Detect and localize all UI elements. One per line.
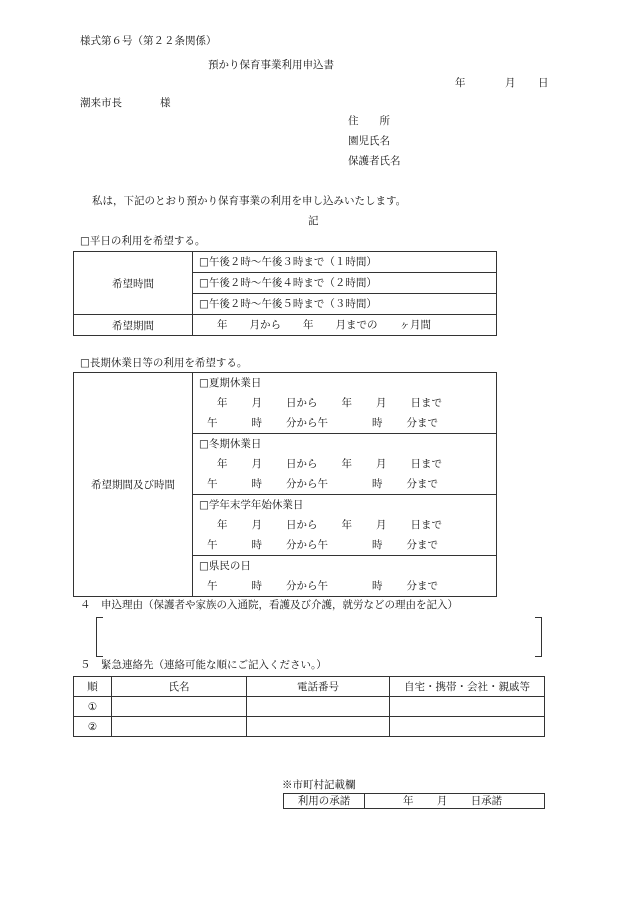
contact-row-2-name[interactable]	[112, 717, 247, 737]
office-table	[283, 793, 545, 809]
holiday-label: 希望期間及び時間	[74, 373, 193, 597]
weekday-option-1[interactable]: □午後２時～午後３時まで（１時間）	[199, 256, 377, 268]
holiday-block-4-times[interactable]: 午 時 分から午 時 分まで	[207, 580, 438, 592]
period-label: 希望期間	[74, 315, 193, 336]
contact-row-1-order: ①	[74, 697, 112, 717]
contact-row-1-phone[interactable]	[247, 697, 390, 717]
holiday-block-1-dates[interactable]: 年 月 日から 年 月 日まで	[217, 397, 442, 409]
holiday-table	[73, 372, 497, 597]
date-day: 日	[538, 77, 549, 89]
office-heading: ※市町村記載欄	[282, 779, 356, 791]
contact-header-phone: 電話番号	[247, 677, 390, 697]
ki-mark: 記	[308, 215, 319, 227]
weekday-option-2[interactable]: □午後２時～午後４時まで（２時間）	[199, 277, 377, 289]
weekday-table	[73, 251, 497, 336]
holiday-block-3-dates[interactable]: 年 月 日から 年 月 日まで	[217, 519, 442, 531]
contact-heading: ５ 緊急連絡先（連絡可能な順にご記入ください。）	[80, 659, 327, 671]
reason-input-area[interactable]	[96, 617, 542, 657]
holiday-block-2-times[interactable]: 午 時 分から午 時 分まで	[207, 478, 438, 490]
applicant-address-label: 住 所	[348, 115, 390, 127]
holiday-block-1-times[interactable]: 午 時 分から午 時 分まで	[207, 417, 438, 429]
holiday-block-2-name[interactable]: □冬期休業日	[199, 438, 262, 450]
approval-date[interactable]: 年 月 日承諾	[365, 794, 545, 809]
reason-heading: ４ 申込理由（保護者や家族の入通院，看護及び介護，就労などの理由を記入）	[80, 599, 458, 611]
period-row[interactable]: 年 月から 年 月までの ヶ月間	[217, 319, 431, 331]
contact-header-name: 氏名	[112, 677, 247, 697]
contact-table	[73, 676, 545, 737]
applicant-child-label: 園児氏名	[348, 135, 390, 147]
contact-row-2-order: ②	[74, 717, 112, 737]
holiday-block-1-name[interactable]: □夏期休業日	[199, 377, 262, 389]
weekday-option-3[interactable]: □午後２時～午後５時まで（３時間）	[199, 298, 377, 310]
applicant-guardian-label: 保護者氏名	[348, 155, 401, 167]
contact-row-1-type[interactable]	[390, 697, 545, 717]
date-year: 年	[455, 77, 466, 89]
contact-row-2-phone[interactable]	[247, 717, 390, 737]
contact-header-order: 順	[74, 677, 112, 697]
intro-text: 私は，下記のとおり預かり保育事業の利用を申し込みいたします。	[92, 195, 407, 207]
right-bracket	[535, 617, 542, 657]
date-month: 月	[505, 77, 516, 89]
contact-row-1-name[interactable]	[112, 697, 247, 717]
holiday-block-3-name[interactable]: □学年末学年始休業日	[199, 499, 304, 511]
approval-label: 利用の承諾	[284, 794, 365, 809]
time-label: 希望時間	[74, 252, 193, 315]
contact-row-2-type[interactable]	[390, 717, 545, 737]
addressee-sama: 様	[160, 97, 171, 109]
holiday-block-3-times[interactable]: 午 時 分から午 時 分まで	[207, 539, 438, 551]
contact-header-type: 自宅・携帯・会社・親戚等	[390, 677, 545, 697]
holiday-block-2-dates[interactable]: 年 月 日から 年 月 日まで	[217, 458, 442, 470]
holiday-block-4-name[interactable]: □県民の日	[199, 560, 251, 572]
holiday-heading: □長期休業日等の利用を希望する。	[80, 357, 248, 369]
left-bracket	[96, 617, 103, 657]
form-number: 様式第６号（第２２条関係）	[80, 35, 217, 47]
addressee-city: 潮来市長	[80, 97, 122, 109]
page-title: 預かり保育事業利用申込書	[208, 59, 334, 71]
weekday-heading: □平日の利用を希望する。	[80, 235, 206, 247]
